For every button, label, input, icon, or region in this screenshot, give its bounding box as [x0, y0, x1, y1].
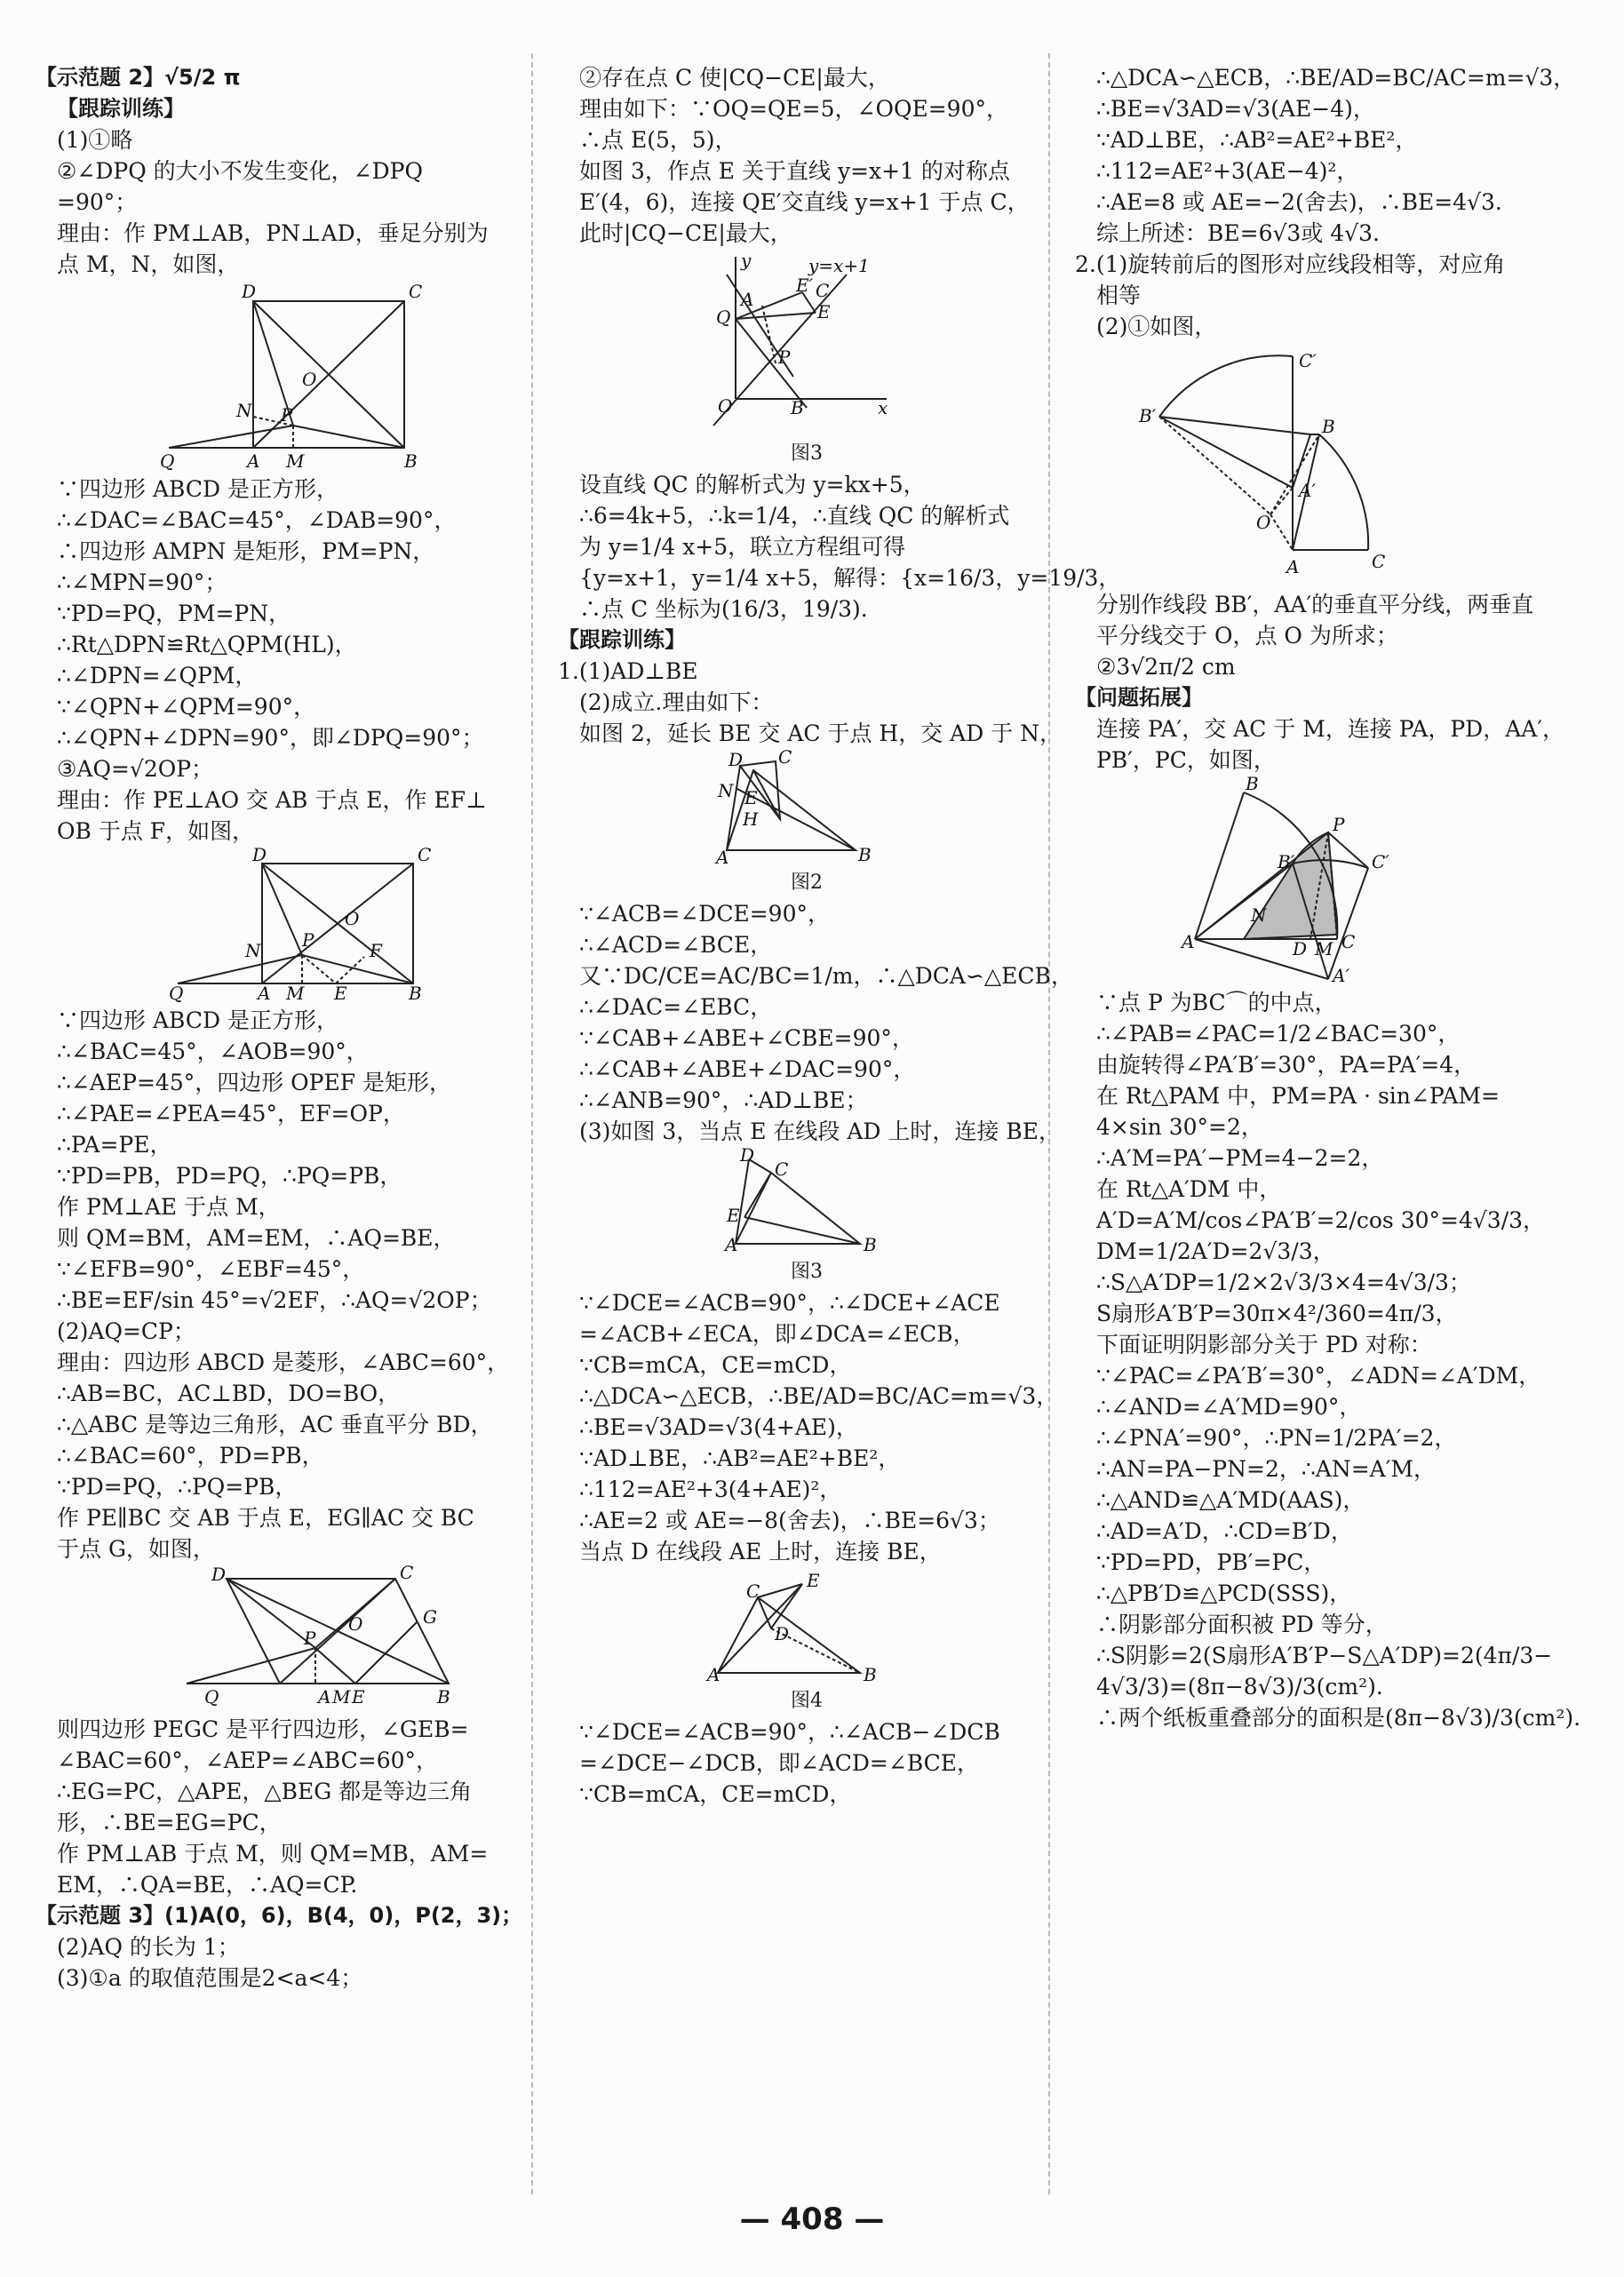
rot-label: B — [1322, 416, 1335, 437]
col1-block-c — [36, 1005, 533, 1564]
fig2-label: N — [245, 940, 261, 961]
text-line: ②3√2π/2 cm — [1096, 654, 1236, 680]
fig4-label: C — [746, 1580, 760, 1602]
fig2-label: A — [258, 983, 271, 1004]
text-line: 设直线 QC 的解析式为 y=kx+5， — [579, 472, 926, 498]
fig1-label: O — [302, 369, 317, 390]
coord-label: Q — [716, 307, 731, 328]
text-line: ∴△AND≌△A′MD(AAS)， — [1096, 1487, 1365, 1513]
figure-square-1 — [36, 283, 533, 470]
text-line: =∠ACB+∠ECA，即∠DCA=∠ECB， — [579, 1321, 975, 1347]
section-heading: 【示范题 3】(1)A(0，6)，B(4，0)，P(2，3)； — [36, 1903, 523, 1928]
text-line: 点 M，N，如图， — [57, 251, 240, 277]
text-line: ∵∠EFB=90°，∠EBF=45°， — [57, 1256, 365, 1282]
text-line: ∴∠DAC=∠EBC， — [579, 994, 773, 1020]
text-line: =∠DCE−∠DCB，即∠ACD=∠BCE， — [579, 1750, 980, 1776]
coord-label: y — [741, 250, 752, 271]
text-line: OB 于点 F，如图， — [57, 818, 255, 844]
text-line: ∴点 E(5，5)， — [579, 127, 737, 153]
fig2-label: O — [345, 908, 360, 929]
fig1-label: B — [404, 450, 418, 472]
text-line: 理由：四边形 ABCD 是菱形，∠ABC=60°， — [57, 1349, 510, 1375]
figure-triangle-3 — [558, 1144, 1055, 1255]
text-line: 作 PE∥BC 交 AB 于点 E，EG∥AC 交 BC — [57, 1505, 474, 1531]
text-line: ②∠DPQ 的大小不发生变化，∠DPQ — [57, 158, 423, 184]
text-line: ∴∠QPN+∠DPN=90°，即∠DPQ=90°； — [57, 725, 484, 751]
rot-label: A — [1286, 556, 1300, 577]
text-line: ∴Rt△DPN≌Rt△QPM(HL)， — [57, 632, 357, 657]
text-line: ∵CB=mCA，CE=mCD， — [579, 1781, 852, 1807]
text-line: ∵AD⊥BE，∴AB²=AE²+BE²， — [579, 1445, 901, 1471]
fig3-label: G — [423, 1606, 437, 1628]
text-line: 2.(1)旋转前后的图形对应线段相等，对应角 — [1075, 251, 1506, 277]
text-line: 综上所述：BE=6√3或 4√3. — [1096, 220, 1380, 246]
text-line: ∴点 C 坐标为(16/3，19/3). — [579, 596, 868, 622]
figure-caption: 图2 — [791, 872, 823, 894]
figure-caption: 图3 — [791, 1261, 823, 1283]
text-line: ∴PA=PE， — [57, 1132, 172, 1158]
text-line: 如图 2，延长 BE 交 AC 于点 H，交 AD 于 N， — [579, 721, 1063, 746]
figure-square-2 — [36, 844, 533, 1004]
text-line: ∴∠ANB=90°，∴AD⊥BE； — [579, 1087, 868, 1113]
text-line: (2)AQ=CP； — [57, 1318, 195, 1344]
coord-label: E — [817, 301, 831, 322]
text-line: ∴AB=BC，AC⊥BD，DO=BO， — [57, 1381, 401, 1406]
text-line: ∴BE=√3AD=√3(4+AE)， — [579, 1414, 858, 1440]
col1-block-d — [36, 1714, 533, 1994]
text-line: 形，∴BE=EG=PC， — [57, 1810, 282, 1835]
col2-block-c — [558, 898, 1073, 1147]
text-line: ∴∠PAE=∠PEA=45°，EF=OP， — [57, 1101, 405, 1127]
fig4-label: E — [807, 1570, 820, 1591]
text-line: (2)AQ 的长为 1； — [57, 1934, 240, 1960]
column-3 — [1075, 62, 1581, 1733]
col2-block-b — [558, 469, 1121, 749]
text-line: (2)①如图， — [1096, 314, 1217, 339]
text-line: ∵PD=PQ，PM=PN， — [57, 601, 291, 626]
text-line: 下面证明阴影部分关于 PD 对称： — [1096, 1332, 1432, 1357]
text-line: ∴∠MPN=90°； — [57, 569, 227, 595]
fig2-label: C — [418, 844, 432, 865]
rot-label: C′ — [1299, 350, 1317, 371]
fig1-label: D — [242, 281, 257, 302]
text-line: ∵∠PAC=∠PA′B′=30°，∠ADN=∠A′DM， — [1096, 1363, 1541, 1389]
figure-triangle-2 — [558, 746, 1055, 868]
fig2-label: P — [302, 929, 314, 951]
fig2b-label: A — [716, 847, 729, 868]
text-line: ∴S阴影=2(S扇形A′B′P−S△A′DP)=2(4π/3− — [1096, 1643, 1553, 1668]
text-line: ∴AE=2 或 AE=−8(舍去)，∴BE=6√3； — [579, 1508, 1000, 1533]
text-line: ∴AD=A′D，∴CD=B′D， — [1096, 1518, 1353, 1544]
fig3-label: E — [352, 1686, 365, 1708]
overlap-label: M — [1315, 938, 1333, 959]
fig3c-label: E — [727, 1205, 740, 1226]
overlap-label: P — [1333, 814, 1345, 835]
text-line: ∵点 P 为BC⌒的中点， — [1096, 990, 1337, 1015]
section-heading: 【示范题 2】√5/2 π — [36, 65, 241, 90]
text-line: 又∵DC/CE=AC/BC=1/m，∴△DCA∽△ECB， — [579, 963, 1073, 989]
overlap-label: B′ — [1278, 851, 1295, 872]
fig2-label: Q — [169, 983, 184, 1004]
col2-block-a — [558, 62, 1055, 249]
fig3-label: O — [348, 1613, 363, 1635]
col2-block-e — [558, 1716, 1055, 1810]
text-line: DM=1/2A′D=2√3/3， — [1096, 1238, 1335, 1264]
fig2b-label: C — [778, 746, 792, 768]
text-line: E′(4，6)，连接 QE′交直线 y=x+1 于点 C， — [579, 189, 1030, 215]
col3-block-a — [1075, 62, 1576, 342]
coord-label: P — [778, 346, 791, 368]
text-line: ∵PD=PB，PD=PQ，∴PQ=PB， — [57, 1163, 402, 1189]
text-line: ∵AD⊥BE，∴AB²=AE²+BE²， — [1096, 127, 1418, 153]
text-line: 如图 3，作点 E 关于直线 y=x+1 的对称点 — [579, 158, 1010, 184]
text-line: 此时|CQ−CE|最大， — [579, 220, 792, 246]
col1-block-b — [36, 474, 533, 847]
section-heading: 【跟踪训练】 — [558, 627, 686, 652]
text-line: 由旋转得∠PA′B′=30°，PA=PA′=4， — [1096, 1052, 1477, 1078]
text-line: 4√3/3)=(8π−8√3)/3(cm²). — [1096, 1674, 1383, 1700]
text-line: ∵PD=PD，PB′=PC， — [1096, 1549, 1326, 1575]
text-line: ∴112=AE²+3(4+AE)²， — [579, 1477, 842, 1502]
figure-caption: 图3 — [791, 442, 823, 465]
text-line: ∴△PB′D≌△PCD(SSS)， — [1096, 1580, 1352, 1606]
fig3-label: M — [332, 1686, 351, 1708]
text-line: 于点 G，如图， — [57, 1536, 215, 1562]
text-line: ∴BE=EF/sin 45°=√2EF，∴AQ=√2OP； — [57, 1287, 492, 1313]
text-line: 在 Rt△A′DM 中， — [1096, 1176, 1282, 1202]
text-line: ∴∠AND=∠A′MD=90°， — [1096, 1394, 1362, 1420]
col3-block-b — [1075, 589, 1572, 776]
fig2b-label: E — [744, 787, 758, 808]
fig3c-label: A — [725, 1234, 738, 1255]
column-1 — [36, 62, 533, 1994]
text-line: ②存在点 C 使|CQ−CE|最大， — [579, 65, 890, 91]
text-line: (3)①a 的取值范围是2<a<4； — [57, 1965, 363, 1991]
col3-block-c — [1075, 987, 1581, 1733]
fig2-label: D — [252, 844, 267, 865]
text-line: 连接 PA′，交 AC 于 M，连接 PA，PD，AA′， — [1096, 716, 1565, 742]
text-line: ③AQ=√2OP； — [57, 756, 214, 782]
text-line: ∴∠DAC=∠BAC=45°，∠DAB=90°， — [57, 507, 457, 533]
coord-label: O — [718, 395, 733, 417]
text-line: ∴四边形 AMPN 是矩形，PM=PN， — [57, 538, 435, 564]
rot-label: C — [1372, 551, 1386, 572]
fig2b-label: N — [718, 780, 734, 801]
text-line: 相等 — [1096, 283, 1142, 308]
fig3-label: Q — [204, 1686, 219, 1708]
text-line: ∴△DCA∽△ECB，∴BE/AD=BC/AC=m=√3， — [1096, 65, 1576, 91]
text-line: 平分线交于 O，点 O 为所求； — [1096, 623, 1398, 649]
fig3-label: D — [211, 1564, 227, 1585]
fig4-label: A — [707, 1664, 720, 1685]
text-line: 在 Rt△PAM 中，PM=PA · sin∠PAM= — [1096, 1083, 1500, 1109]
fig1-label: C — [409, 281, 423, 302]
overlap-label: D — [1293, 938, 1308, 959]
figure-coordinate — [558, 252, 1055, 434]
coord-label: x — [878, 397, 888, 418]
coord-label: C — [816, 280, 830, 301]
fig2b-label: H — [743, 808, 759, 830]
text-line: 1.(1)AD⊥BE — [558, 658, 698, 684]
overlap-label: N — [1251, 904, 1267, 926]
text-line: ∴112=AE²+3(AE−4)²， — [1096, 158, 1359, 184]
text-line: ∴阴影部分面积被 PD 等分， — [1096, 1612, 1388, 1637]
fig3-label: A — [318, 1686, 331, 1708]
text-line: ∵∠ACB=∠DCE=90°， — [579, 901, 830, 927]
fig1-label: N — [236, 400, 252, 421]
text-line: 理由：作 PM⊥AB，PN⊥AD，垂足分别为 — [57, 220, 489, 246]
fig1-label: M — [286, 450, 305, 472]
fig3-label: B — [437, 1686, 450, 1708]
overlap-label: C — [1341, 931, 1356, 952]
overlap-label: C′ — [1372, 851, 1389, 872]
text-line: 分别作线段 BB′，AA′的垂直平分线，两垂直 — [1096, 592, 1534, 617]
text-line: (1)①略 — [57, 127, 133, 153]
coord-label: B — [791, 397, 804, 418]
text-line: 为 y=1/4 x+5，联立方程组可得 — [579, 534, 906, 560]
text-line: 理由如下：∵OQ=QE=5，∠OQE=90°， — [579, 96, 1008, 122]
text-line: =90°； — [57, 189, 138, 215]
fig2b-label: D — [728, 749, 744, 770]
text-line: ∵PD=PQ，∴PQ=PB， — [57, 1474, 298, 1500]
overlap-label: A′ — [1333, 965, 1349, 986]
text-line: S扇形A′B′P=30π×4²/360=4π/3， — [1096, 1301, 1458, 1326]
text-line: PB′，PC，如图， — [1096, 747, 1276, 773]
text-line: ∴EG=PC，△APE，△BEG 都是等边三角 — [57, 1779, 473, 1804]
figure-rotation — [1075, 346, 1572, 585]
text-line: ∴两个纸板重叠部分的面积是(8π−8√3)/3(cm²). — [1096, 1705, 1581, 1731]
fig2-label: F — [370, 940, 382, 961]
text-line: ∴∠BAC=60°，PD=PB， — [57, 1443, 324, 1469]
text-line: ∴△DCA∽△ECB，∴BE/AD=BC/AC=m=√3， — [579, 1383, 1059, 1409]
text-line: ∴A′M=PA′−PM=4−2=2， — [1096, 1145, 1384, 1171]
figure-rhombus — [36, 1562, 533, 1710]
overlap-label: A — [1182, 931, 1195, 952]
fig4-label: B — [864, 1664, 877, 1685]
text-line: 作 PM⊥AB 于点 M，则 QM=MB，AM= — [57, 1841, 489, 1867]
fig4-label: D — [775, 1623, 790, 1644]
fig3-label: C — [400, 1562, 414, 1583]
section-heading: 【问题拓展】 — [1075, 685, 1203, 710]
overlap-label: B — [1246, 773, 1259, 794]
fig2b-label: B — [858, 844, 872, 865]
text-line: 4×sin 30°=2， — [1096, 1114, 1263, 1140]
text-line: ∴△ABC 是等边三角形，AC 垂直平分 BD， — [57, 1412, 493, 1437]
text-line: ∵四边形 ABCD 是正方形， — [57, 476, 338, 502]
rot-label: B′ — [1139, 405, 1157, 426]
text-line: (3)如图 3，当点 E 在线段 AD 上时，连接 BE， — [579, 1119, 1061, 1144]
text-line: ∵∠DCE=∠ACB=90°，∴∠DCE+∠ACE — [579, 1290, 1000, 1316]
text-line: ∴AE=8 或 AE=−2(舍去)，∴BE=4√3. — [1096, 189, 1502, 215]
section-heading: 【跟踪训练】 — [57, 96, 185, 121]
text-line: ∴∠PNA′=90°，∴PN=1/2PA′=2， — [1096, 1425, 1457, 1451]
figure-overlap — [1075, 773, 1572, 986]
text-line: 作 PM⊥AE 于点 M， — [57, 1194, 281, 1220]
text-line: ∴∠DPN=∠QPM， — [57, 663, 258, 689]
coord-label: E′ — [796, 275, 814, 296]
fig1-label: P — [281, 404, 293, 426]
text-line: ∠BAC=60°，∠AEP=∠ABC=60°， — [57, 1748, 439, 1773]
text-line: A′D=A′M/cos∠PA′B′=2/cos 30°=4√3/3， — [1096, 1207, 1546, 1233]
fig2-label: E — [334, 983, 347, 1004]
text-line: ∵CB=mCA，CE=mCD， — [579, 1352, 852, 1378]
text-line: ∴∠PAB=∠PAC=1/2∠BAC=30°， — [1096, 1021, 1461, 1047]
text-line: 则 QM=BM，AM=EM，∴AQ=BE， — [57, 1225, 456, 1251]
col2-block-d — [558, 1287, 1059, 1567]
text-line: ∴BE=√3AD=√3(AE−4)， — [1096, 96, 1375, 122]
text-line: EM，∴QA=BE，∴AQ=CP. — [57, 1872, 358, 1898]
text-line: ∴∠BAC=45°，∠AOB=90°， — [57, 1039, 369, 1064]
fig3-label: P — [304, 1628, 316, 1649]
text-line: ∴AN=PA−PN=2，∴AN=A′M， — [1096, 1456, 1436, 1482]
fig2-label: B — [409, 983, 422, 1004]
text-line: ∵∠QPN+∠QPM=90°， — [57, 694, 316, 720]
text-line: ∴6=4k+5，∴k=1/4，∴直线 QC 的解析式 — [579, 503, 1010, 529]
text-line: 当点 D 在线段 AE 上时，连接 BE， — [579, 1539, 942, 1564]
fig3c-label: D — [740, 1144, 755, 1166]
coord-label: y=x+1 — [808, 255, 870, 276]
col1-block-a — [36, 62, 533, 280]
fig3c-label: C — [775, 1158, 789, 1180]
coord-label: A — [741, 289, 754, 310]
text-line: ∴S△A′DP=1/2×2√3/3×4=4√3/3； — [1096, 1270, 1471, 1295]
text-line: 理由：作 PE⊥AO 交 AB 于点 E，作 EF⊥ — [57, 787, 487, 813]
text-line: ∴∠AEP=45°，四边形 OPEF 是矩形， — [57, 1070, 452, 1095]
text-line: 则四边形 PEGC 是平行四边形，∠GEB= — [57, 1716, 469, 1742]
rot-label: O — [1256, 512, 1271, 533]
fig2-label: M — [286, 983, 305, 1004]
figure-caption: 图4 — [791, 1690, 823, 1712]
fig1-label: Q — [160, 450, 175, 472]
fig3c-label: B — [864, 1234, 877, 1255]
text-line: ∵∠DCE=∠ACB=90°，∴∠ACB−∠DCB — [579, 1719, 1000, 1745]
page-number: — 408 — — [739, 2201, 885, 2237]
text-line: ∵四边形 ABCD 是正方形， — [57, 1007, 338, 1033]
text-line: {y=x+1，y=1/4 x+5，解得：{x=16/3，y=19/3， — [579, 565, 1121, 591]
text-line: ∵∠CAB+∠ABE+∠CBE=90°， — [579, 1025, 914, 1051]
text-line: ∴∠ACD=∠BCE， — [579, 932, 773, 958]
rot-label: A′ — [1299, 480, 1316, 501]
text-line: (2)成立.理由如下： — [579, 689, 774, 715]
figure-triangle-4 — [558, 1570, 1055, 1685]
text-line: ∴∠CAB+∠ABE+∠DAC=90°， — [579, 1056, 916, 1082]
fig1-label: A — [247, 450, 260, 472]
